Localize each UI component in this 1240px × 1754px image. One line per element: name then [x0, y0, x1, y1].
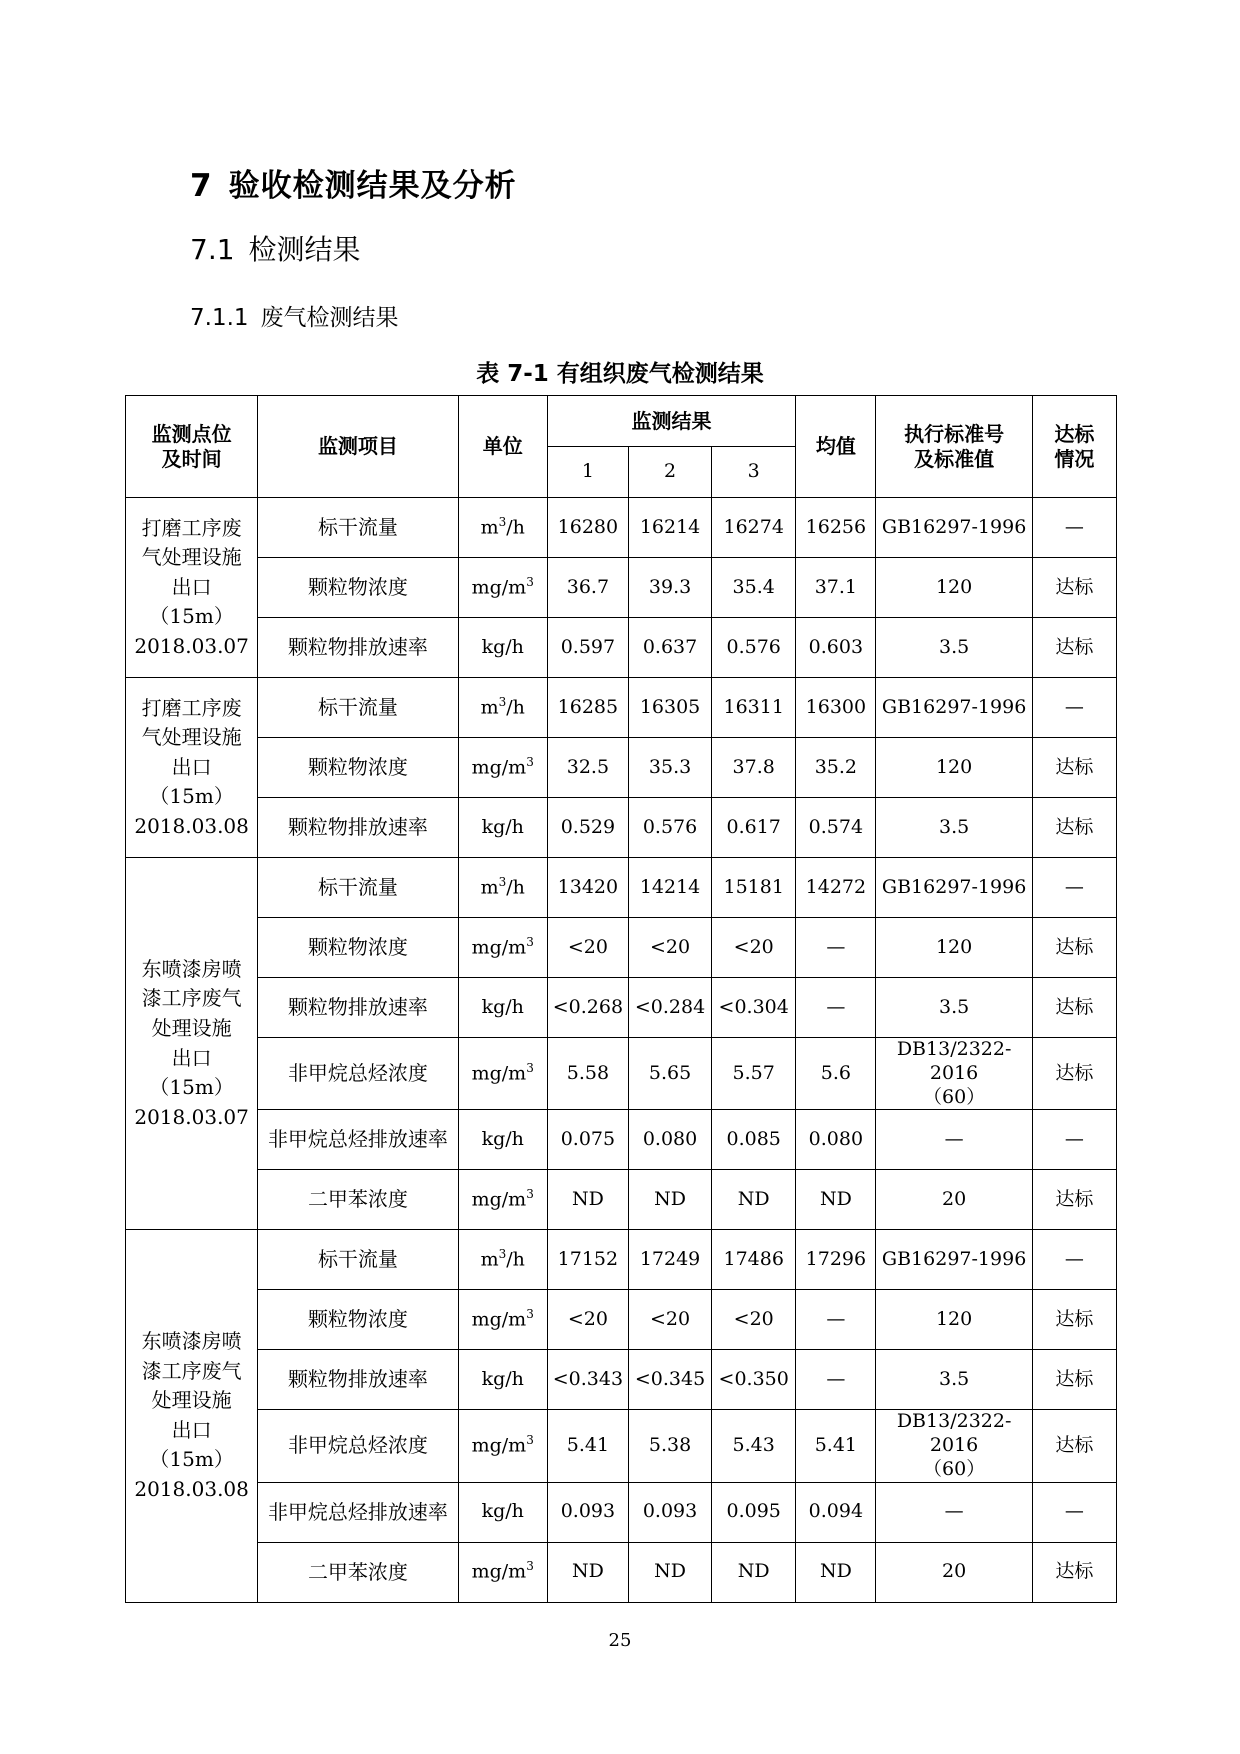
result-2-cell: 39.3	[628, 558, 711, 618]
status-cell: 达标	[1032, 1542, 1116, 1602]
item-cell: 非甲烷总烃浓度	[258, 1038, 458, 1110]
table-row	[126, 798, 1117, 858]
table-row	[126, 918, 1117, 978]
standard-cell: 120	[876, 1290, 1032, 1350]
result-2-cell: <0.345	[628, 1350, 711, 1410]
result-2-cell: 16214	[628, 498, 711, 558]
result-3-cell: 37.8	[712, 738, 796, 798]
result-1-cell: 13420	[547, 858, 628, 918]
result-1-cell: 5.41	[547, 1410, 628, 1482]
item-cell: 非甲烷总烃排放速率	[258, 1110, 458, 1170]
table-row	[126, 558, 1117, 618]
item-cell: 非甲烷总烃排放速率	[258, 1482, 458, 1542]
standard-cell: GB16297-1996	[876, 498, 1032, 558]
emission-results-table	[125, 395, 1117, 1603]
table-row	[126, 1542, 1117, 1602]
table-row	[126, 858, 1117, 918]
unit-cell: $mg/m^3$	[458, 1410, 547, 1482]
chapter-heading	[190, 160, 517, 205]
unit-cell: kg/h	[458, 978, 547, 1038]
result-2-cell: <20	[628, 1290, 711, 1350]
status-cell: 达标	[1032, 1290, 1116, 1350]
table-row	[126, 1410, 1117, 1482]
unit-cell: kg/h	[458, 1110, 547, 1170]
table-row	[126, 1290, 1117, 1350]
status-cell: 达标	[1032, 1038, 1116, 1110]
unit-cell: $m^3/h$	[458, 498, 547, 558]
average-cell: —	[796, 918, 876, 978]
average-cell: —	[796, 1290, 876, 1350]
result-1-cell: ND	[547, 1170, 628, 1230]
result-3-cell: 17486	[712, 1230, 796, 1290]
unit-cell: $m^3/h$	[458, 678, 547, 738]
result-2-cell: 0.080	[628, 1110, 711, 1170]
item-cell: 二甲苯浓度	[258, 1542, 458, 1602]
section-number: 7.1	[190, 233, 235, 266]
result-1-cell: 32.5	[547, 738, 628, 798]
item-cell: 颗粒物浓度	[258, 738, 458, 798]
table-row	[126, 738, 1117, 798]
average-cell: ND	[796, 1542, 876, 1602]
table-row	[126, 678, 1117, 738]
standard-cell: 3.5	[876, 798, 1032, 858]
standard-cell: —	[876, 1110, 1032, 1170]
standard-cell: 20	[876, 1170, 1032, 1230]
result-2-cell: ND	[628, 1170, 711, 1230]
result-1-cell: <0.343	[547, 1350, 628, 1410]
standard-cell: 20	[876, 1542, 1032, 1602]
item-cell: 颗粒物浓度	[258, 918, 458, 978]
header-status: 达标 情况	[1032, 396, 1116, 498]
table-row	[126, 1110, 1117, 1170]
average-cell: 16300	[796, 678, 876, 738]
page-number: 25	[608, 1630, 632, 1651]
result-1-cell: 16280	[547, 498, 628, 558]
status-cell: 达标	[1032, 558, 1116, 618]
unit-cell: $m^3/h$	[458, 858, 547, 918]
result-2-cell: 0.637	[628, 618, 711, 678]
result-3-cell: 0.617	[712, 798, 796, 858]
header-item: 监测项目	[258, 396, 458, 498]
result-1-cell: 0.093	[547, 1482, 628, 1542]
section-title: 检测结果	[248, 233, 361, 266]
site-cell: 东喷漆房喷 漆工序废气 处理设施 出口（15m） 2018.03.08	[126, 1230, 258, 1602]
average-cell: 0.574	[796, 798, 876, 858]
header-results: 监测结果	[547, 396, 795, 447]
average-cell: 14272	[796, 858, 876, 918]
header-result-3: 3	[712, 447, 796, 498]
average-cell: ND	[796, 1170, 876, 1230]
result-2-cell: 16305	[628, 678, 711, 738]
result-1-cell: <20	[547, 1290, 628, 1350]
result-2-cell: 0.093	[628, 1482, 711, 1542]
status-cell: 达标	[1032, 978, 1116, 1038]
standard-cell: 3.5	[876, 978, 1032, 1038]
standard-cell: DB13/2322-2016 （60）	[876, 1038, 1032, 1110]
result-2-cell: 5.65	[628, 1038, 711, 1110]
result-1-cell: 17152	[547, 1230, 628, 1290]
average-cell: —	[796, 1350, 876, 1410]
status-cell: 达标	[1032, 738, 1116, 798]
status-cell: 达标	[1032, 1350, 1116, 1410]
unit-cell: $mg/m^3$	[458, 1542, 547, 1602]
chapter-title: 验收检测结果及分析	[228, 168, 517, 204]
result-3-cell: 15181	[712, 858, 796, 918]
standard-cell: —	[876, 1482, 1032, 1542]
standard-cell: 120	[876, 918, 1032, 978]
status-cell: —	[1032, 498, 1116, 558]
header-site: 监测点位 及时间	[126, 396, 258, 498]
site-cell: 东喷漆房喷 漆工序废气 处理设施 出口（15m） 2018.03.07	[126, 858, 258, 1230]
average-cell: 5.41	[796, 1410, 876, 1482]
average-cell: 17296	[796, 1230, 876, 1290]
table-row	[126, 1230, 1117, 1290]
unit-cell: $mg/m^3$	[458, 1038, 547, 1110]
item-cell: 二甲苯浓度	[258, 1170, 458, 1230]
chapter-number: 7	[190, 168, 213, 204]
status-cell: 达标	[1032, 918, 1116, 978]
average-cell: 5.6	[796, 1038, 876, 1110]
item-cell: 颗粒物排放速率	[258, 978, 458, 1038]
table-caption: 表 7-1 有组织废气检测结果	[476, 361, 764, 387]
unit-cell: kg/h	[458, 618, 547, 678]
header-standard: 执行标准号 及标准值	[876, 396, 1032, 498]
result-3-cell: <0.304	[712, 978, 796, 1038]
site-cell: 打磨工序废 气处理设施 出口（15m） 2018.03.08	[126, 678, 258, 858]
unit-cell: $mg/m^3$	[458, 918, 547, 978]
unit-cell: kg/h	[458, 798, 547, 858]
header-result-1: 1	[547, 447, 628, 498]
table-row	[126, 1482, 1117, 1542]
unit-cell: $mg/m^3$	[458, 558, 547, 618]
table-row	[126, 618, 1117, 678]
status-cell: 达标	[1032, 1170, 1116, 1230]
site-cell: 打磨工序废 气处理设施 出口（15m） 2018.03.07	[126, 498, 258, 678]
standard-cell: DB13/2322-2016 （60）	[876, 1410, 1032, 1482]
unit-cell: kg/h	[458, 1482, 547, 1542]
item-cell: 标干流量	[258, 858, 458, 918]
average-cell: 0.080	[796, 1110, 876, 1170]
status-cell: —	[1032, 858, 1116, 918]
item-cell: 颗粒物排放速率	[258, 618, 458, 678]
result-1-cell: ND	[547, 1542, 628, 1602]
average-cell: 16256	[796, 498, 876, 558]
status-cell: —	[1032, 1230, 1116, 1290]
result-1-cell: 0.075	[547, 1110, 628, 1170]
result-3-cell: ND	[712, 1542, 796, 1602]
result-3-cell: <20	[712, 1290, 796, 1350]
result-3-cell: ND	[712, 1170, 796, 1230]
result-3-cell: 35.4	[712, 558, 796, 618]
standard-cell: GB16297-1996	[876, 858, 1032, 918]
table-row	[126, 1038, 1117, 1110]
result-2-cell: ND	[628, 1542, 711, 1602]
result-1-cell: 0.597	[547, 618, 628, 678]
result-3-cell: 16274	[712, 498, 796, 558]
item-cell: 非甲烷总烃浓度	[258, 1410, 458, 1482]
result-1-cell: 36.7	[547, 558, 628, 618]
status-cell: 达标	[1032, 618, 1116, 678]
standard-cell: 120	[876, 738, 1032, 798]
subsection-heading	[190, 299, 399, 332]
status-cell: —	[1032, 1482, 1116, 1542]
result-1-cell: 0.529	[547, 798, 628, 858]
header-average: 均值	[796, 396, 876, 498]
unit-cell: $mg/m^3$	[458, 1290, 547, 1350]
result-3-cell: 5.43	[712, 1410, 796, 1482]
result-1-cell: <0.268	[547, 978, 628, 1038]
table-row	[126, 978, 1117, 1038]
table-row	[126, 498, 1117, 558]
result-2-cell: 35.3	[628, 738, 711, 798]
header-result-2: 2	[628, 447, 711, 498]
result-3-cell: 0.576	[712, 618, 796, 678]
standard-cell: 3.5	[876, 618, 1032, 678]
subsection-number: 7.1.1	[190, 305, 249, 331]
result-1-cell: 16285	[547, 678, 628, 738]
standard-cell: 120	[876, 558, 1032, 618]
result-2-cell: <0.284	[628, 978, 711, 1038]
status-cell: —	[1032, 678, 1116, 738]
status-cell: 达标	[1032, 1410, 1116, 1482]
section-heading	[190, 228, 361, 268]
item-cell: 标干流量	[258, 498, 458, 558]
item-cell: 标干流量	[258, 1230, 458, 1290]
unit-cell: $mg/m^3$	[458, 1170, 547, 1230]
item-cell: 颗粒物浓度	[258, 558, 458, 618]
item-cell: 颗粒物浓度	[258, 1290, 458, 1350]
result-1-cell: <20	[547, 918, 628, 978]
result-3-cell: 0.095	[712, 1482, 796, 1542]
result-3-cell: 16311	[712, 678, 796, 738]
unit-cell: $m^3/h$	[458, 1230, 547, 1290]
unit-cell: $mg/m^3$	[458, 738, 547, 798]
result-2-cell: 5.38	[628, 1410, 711, 1482]
standard-cell: GB16297-1996	[876, 1230, 1032, 1290]
result-2-cell: <20	[628, 918, 711, 978]
average-cell: 0.094	[796, 1482, 876, 1542]
result-1-cell: 5.58	[547, 1038, 628, 1110]
result-3-cell: 5.57	[712, 1038, 796, 1110]
average-cell: 37.1	[796, 558, 876, 618]
standard-cell: 3.5	[876, 1350, 1032, 1410]
item-cell: 标干流量	[258, 678, 458, 738]
result-2-cell: 17249	[628, 1230, 711, 1290]
table-row	[126, 1170, 1117, 1230]
table-body	[126, 498, 1117, 1603]
average-cell: 0.603	[796, 618, 876, 678]
subsection-title: 废气检测结果	[260, 305, 399, 331]
result-2-cell: 0.576	[628, 798, 711, 858]
table-row	[126, 1350, 1117, 1410]
average-cell: —	[796, 978, 876, 1038]
status-cell: —	[1032, 1110, 1116, 1170]
item-cell: 颗粒物排放速率	[258, 1350, 458, 1410]
result-3-cell: <0.350	[712, 1350, 796, 1410]
item-cell: 颗粒物排放速率	[258, 798, 458, 858]
average-cell: 35.2	[796, 738, 876, 798]
result-3-cell: <20	[712, 918, 796, 978]
status-cell: 达标	[1032, 798, 1116, 858]
result-2-cell: 14214	[628, 858, 711, 918]
result-3-cell: 0.085	[712, 1110, 796, 1170]
header-row	[126, 396, 1117, 447]
standard-cell: GB16297-1996	[876, 678, 1032, 738]
header-unit: 单位	[458, 396, 547, 498]
unit-cell: kg/h	[458, 1350, 547, 1410]
